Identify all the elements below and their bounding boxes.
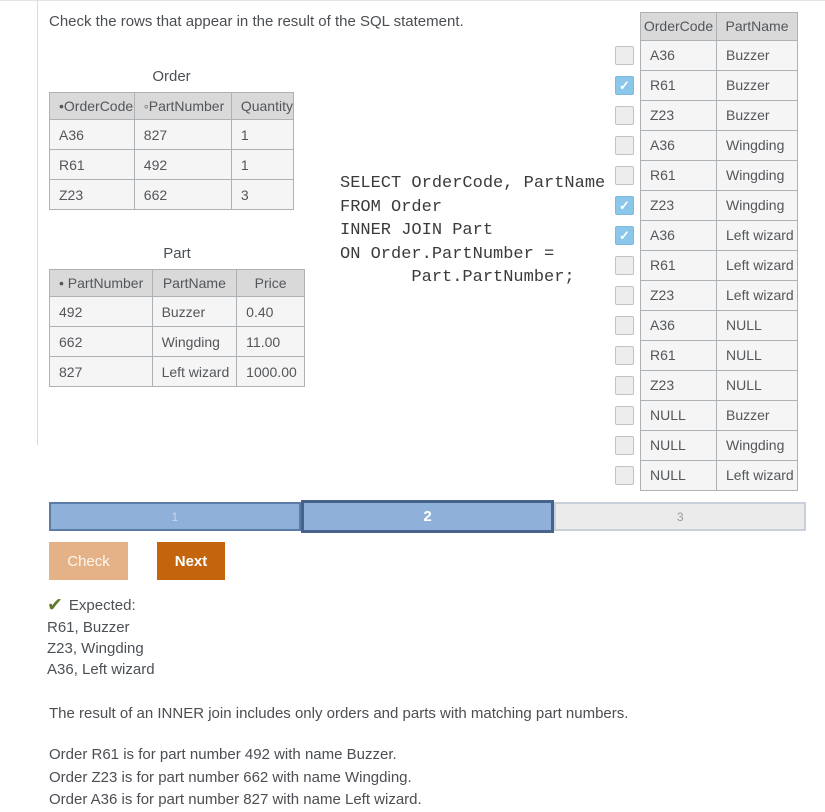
answer-cell-partname: Left wizard (717, 221, 798, 251)
expected-section (47, 593, 155, 680)
sql-statement (340, 172, 605, 290)
table-row (50, 120, 294, 150)
order-header-partnumber: ◦PartNumber (134, 93, 231, 120)
answer-row-checkbox[interactable] (615, 76, 634, 95)
checkbox-cell (615, 250, 634, 280)
progress-step-1[interactable]: 1 (49, 502, 301, 531)
cell: Left wizard (152, 357, 237, 387)
cell: 3 (231, 180, 293, 210)
sql-line: ON Order.PartNumber = (340, 244, 555, 264)
sql-line: Part.PartNumber; (340, 268, 575, 287)
expected-label: Expected: (68, 596, 136, 614)
cell: 1 (231, 120, 293, 150)
answer-header-ordercode: OrderCode (641, 13, 717, 41)
answer-cell-ordercode: R61 (641, 341, 717, 371)
answer-row (641, 461, 798, 491)
cell: 11.00 (237, 327, 305, 357)
detail-line: Order Z23 is for part number 662 with name Wingding. (49, 768, 412, 786)
answer-row-checkbox[interactable] (615, 166, 634, 185)
sql-line: INNER JOIN Part (340, 221, 494, 240)
order-table-title: Order (152, 68, 191, 85)
checkbox-cell (615, 340, 634, 370)
cell: 662 (134, 180, 231, 210)
order-table-section (49, 68, 294, 210)
table-row (50, 150, 294, 180)
answer-row (641, 401, 798, 431)
cell: 492 (134, 150, 231, 180)
cell: 827 (134, 120, 231, 150)
checkbox-cell (615, 370, 634, 400)
part-table (49, 269, 305, 387)
order-table (49, 92, 294, 210)
answer-cell-partname: Wingding (717, 191, 798, 221)
cell: R61 (50, 150, 135, 180)
answer-table-header-row (641, 13, 798, 41)
answer-row (641, 431, 798, 461)
answer-cell-partname: Wingding (717, 161, 798, 191)
cell: 0.40 (237, 297, 305, 327)
cell: Wingding (152, 327, 237, 357)
check-icon: ✓ (619, 227, 630, 243)
answer-cell-partname: Buzzer (717, 41, 798, 71)
expected-header (47, 593, 155, 617)
answer-row (641, 131, 798, 161)
answer-row (641, 101, 798, 131)
cell: A36 (50, 120, 135, 150)
part-table-header-row (50, 270, 305, 297)
answer-table (640, 12, 798, 491)
answer-row-checkbox[interactable] (615, 226, 634, 245)
answer-row-checkbox[interactable] (615, 436, 634, 455)
checkbox-cell (615, 280, 634, 310)
progress-step-2[interactable]: 2 (301, 500, 555, 533)
part-header-partname: PartName (152, 270, 237, 297)
check-icon: ✓ (619, 197, 630, 213)
answer-row-checkbox[interactable] (615, 46, 634, 65)
progress-bar (49, 500, 806, 533)
cell: 1 (231, 150, 293, 180)
answer-row (641, 161, 798, 191)
answer-row (641, 341, 798, 371)
answer-cell-ordercode: R61 (641, 71, 717, 101)
table-row (50, 180, 294, 210)
part-header-partnumber: • PartNumber (50, 270, 153, 297)
answer-cell-ordercode: A36 (641, 41, 717, 71)
answer-row-checkbox[interactable] (615, 346, 634, 365)
answer-row (641, 281, 798, 311)
checkbox-cell (615, 40, 634, 70)
checkbox-cell (615, 310, 634, 340)
answer-cell-ordercode: NULL (641, 431, 717, 461)
answer-cell-partname: NULL (717, 371, 798, 401)
part-table-title: Part (163, 245, 191, 262)
cell: 662 (50, 327, 153, 357)
answer-cell-ordercode: NULL (641, 401, 717, 431)
expected-row: Z23, Wingding (47, 640, 144, 657)
answer-header-partname: PartName (717, 13, 798, 41)
table-row (50, 327, 305, 357)
answer-row-checkbox[interactable] (615, 316, 634, 335)
cell: Buzzer (152, 297, 237, 327)
answer-row-checkbox[interactable] (615, 376, 634, 395)
cell: 492 (50, 297, 153, 327)
checkbox-cell (615, 160, 634, 190)
answer-rows (641, 41, 798, 491)
answer-row (641, 251, 798, 281)
sql-line: FROM Order (340, 197, 443, 217)
part-header-price: Price (237, 270, 305, 297)
answer-cell-ordercode: R61 (641, 251, 717, 281)
order-header-ordercode: •OrderCode (50, 93, 135, 120)
answer-row (641, 311, 798, 341)
expected-row: R61, Buzzer (47, 619, 130, 636)
cell: 1000.00 (237, 357, 305, 387)
answer-row (641, 221, 798, 251)
detail-line: Order A36 is for part number 827 with name Left wizard. (49, 791, 422, 808)
checkbox-cell (615, 430, 634, 460)
explanation-text: The result of an INNER join includes only orders and parts with matching part numbers. (49, 705, 629, 722)
answer-cell-partname: Left wizard (717, 251, 798, 281)
sql-line: SELECT OrderCode, PartName (340, 174, 606, 193)
answer-row-checkbox[interactable] (615, 256, 634, 275)
cell: 827 (50, 357, 153, 387)
instruction-text: Check the rows that appear in the result of the SQL statement. (49, 13, 464, 30)
expected-rows (47, 617, 155, 680)
next-button[interactable]: Next (157, 542, 225, 580)
answer-row (641, 371, 798, 401)
checkbox-cell (615, 100, 634, 130)
checkbox-column (615, 12, 634, 491)
cell: Z23 (50, 180, 135, 210)
answer-cell-ordercode: Z23 (641, 281, 717, 311)
answer-cell-ordercode: NULL (641, 461, 717, 491)
answer-row-checkbox[interactable] (615, 466, 634, 485)
page-top-divider (0, 0, 825, 1)
table-row (50, 297, 305, 327)
checkbox-cell (615, 460, 634, 490)
answer-row (641, 71, 798, 101)
order-table-header-row (50, 93, 294, 120)
answer-cell-ordercode: A36 (641, 221, 717, 251)
order-header-quantity: Quantity (231, 93, 293, 120)
check-icon: ✓ (619, 77, 630, 93)
answer-cell-partname: Buzzer (717, 71, 798, 101)
answer-row-checkbox[interactable] (615, 136, 634, 155)
check-button[interactable]: Check (49, 542, 128, 580)
answer-cell-ordercode: A36 (641, 131, 717, 161)
checkbox-cell (615, 190, 634, 220)
table-row (50, 357, 305, 387)
answer-row-checkbox[interactable] (615, 106, 634, 125)
answer-cell-partname: Left wizard (717, 281, 798, 311)
progress-step-3[interactable]: 3 (554, 502, 806, 531)
answer-cell-partname: NULL (717, 341, 798, 371)
checkbox-cell (615, 130, 634, 160)
answer-cell-ordercode: A36 (641, 311, 717, 341)
detail-lines (49, 744, 422, 812)
checkbox-cell (615, 70, 634, 100)
answer-cell-partname: Buzzer (717, 401, 798, 431)
frame-left-border (37, 0, 38, 445)
checkbox-cell (615, 400, 634, 430)
answer-selection-area (615, 12, 798, 491)
answer-cell-ordercode: Z23 (641, 371, 717, 401)
answer-cell-partname: Wingding (717, 431, 798, 461)
answer-row (641, 191, 798, 221)
answer-cell-partname: Left wizard (717, 461, 798, 491)
answer-cell-partname: Wingding (717, 131, 798, 161)
check-icon: ✔ (47, 594, 63, 616)
answer-cell-partname: Buzzer (717, 101, 798, 131)
expected-row: A36, Left wizard (47, 661, 155, 678)
answer-row-checkbox[interactable] (615, 286, 634, 305)
answer-cell-partname: NULL (717, 311, 798, 341)
answer-cell-ordercode: Z23 (641, 101, 717, 131)
answer-cell-ordercode: R61 (641, 161, 717, 191)
checkbox-cell (615, 220, 634, 250)
answer-row-checkbox[interactable] (615, 406, 634, 425)
answer-row-checkbox[interactable] (615, 196, 634, 215)
answer-row (641, 41, 798, 71)
part-table-section (49, 245, 305, 387)
detail-line: Order R61 is for part number 492 with name Buzzer. (49, 746, 397, 763)
answer-cell-ordercode: Z23 (641, 191, 717, 221)
